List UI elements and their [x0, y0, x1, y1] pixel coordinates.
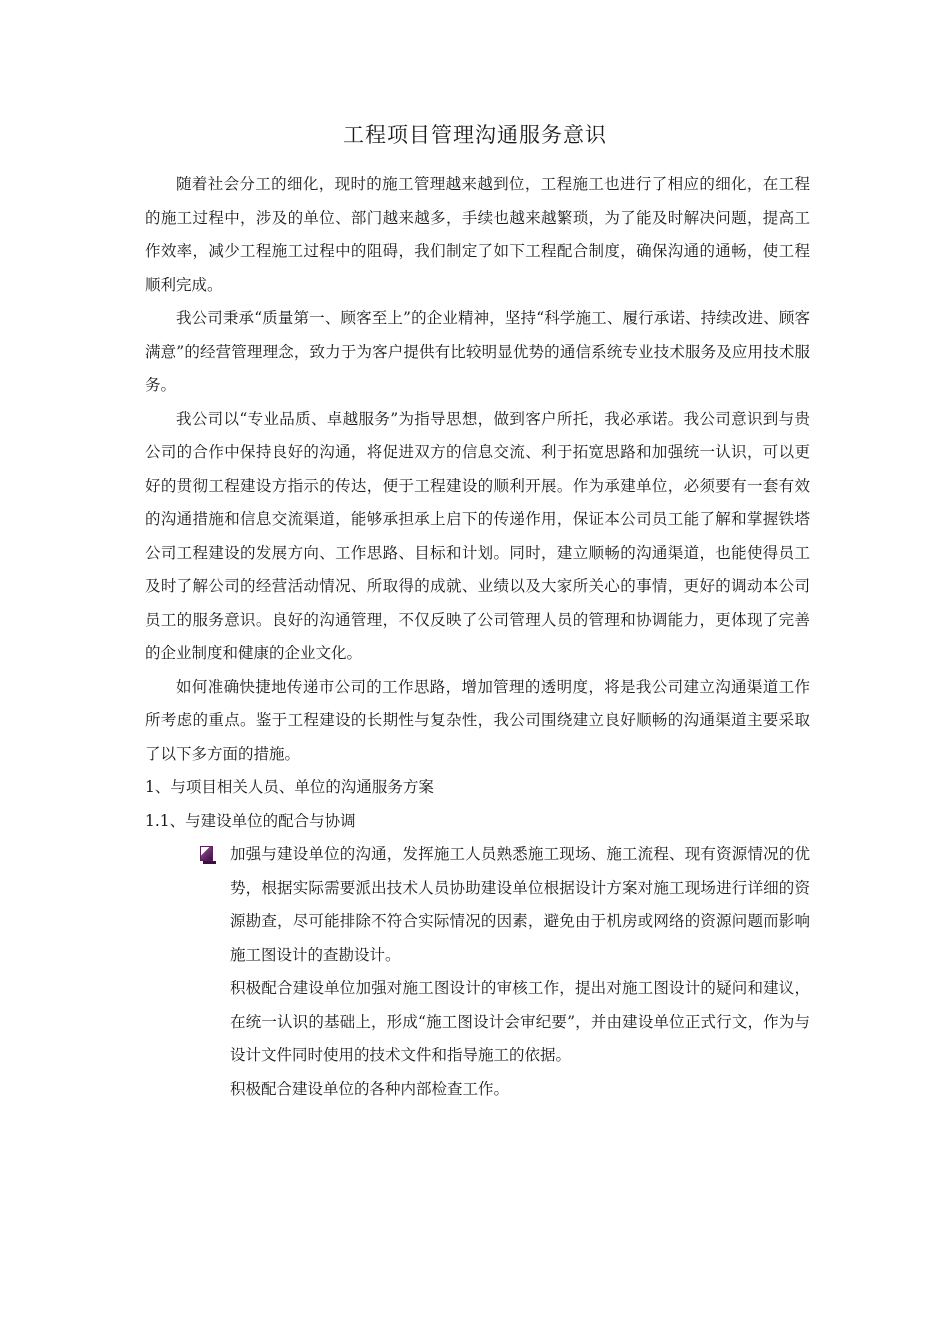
paragraph-intro: 随着社会分工的细化，现时的施工管理越来越到位，工程施工也进行了相应的细化，在工程的施工过程中，涉及的单位、部门越来越多，手续也越来越繁琐，为了能及时解决问题，提高工作效率，减少工程施工过程中的阻碍，我们制定了如下工程配合制度，确保沟通的通畅，使工程顺利完成。: [145, 175, 810, 294]
document-title: 工程项目管理沟通服务意识: [343, 123, 607, 147]
paragraph-measures: 如何准确快捷地传递市公司的工作思路，增加管理的透明度，将是我公司建立沟通渠道工作所考虑的重点。鉴于工程建设的长期性与复杂性，我公司围绕建立良好顺畅的沟通渠道主要采取了以下多方面的措施。: [145, 677, 810, 763]
list-item: 积极配合建设单位的各种内部检查工作。: [230, 1079, 510, 1098]
document-body: [145, 168, 810, 1106]
list-item-text: 加强与建设单位的沟通，发挥施工人员熟悉施工现场、施工流程、现有资源情况的优势，根据实际需要派出技术人员协助建设单位根据设计方案对施工现场进行详细的资源勘查，尽可能排除不符合实际情况的因素，避免由于机房或网络的资源问题而影响施工图设计的查勘设计。: [230, 845, 810, 964]
section-heading-1: 1、与项目相关人员、单位的沟通服务方案: [145, 778, 434, 796]
paragraph-company-spirit: 我公司秉承“质量第一、顾客至上”的企业精神，坚持“科学施工、履行承诺、持续改进、顾客满意”的经营管理理念，致力于为客户提供有比较明显优势的通信系统专业技术服务及应用技术服务。: [145, 309, 810, 394]
square-bullet-icon: [200, 846, 213, 861]
list-item: [230, 838, 810, 972]
paragraph-communication-value: 我公司以“专业品质、卓越服务”为指导思想，做到客户所托，我必承诺。我公司意识到与贵公司的合作中保持良好的沟通，将促进双方的信息交流、利于拓宽思路和加强统一认识，可以更好的贯彻工程建设方指示的传达，便于工程建设的顺利开展。作为承建单位，必须要有一套有效的沟通措施和信息交流渠道，能够承担承上启下的传递作用，保证本公司员工能了解和掌握铁塔公司工程建设的发展方向、工作思路、目标和计划。同时，建立顺畅的沟通渠道，也能使得员工及时了解公司的经营活动情况、所取得的成就、业绩以及大家所关心的事情，更好的调动本公司员工的服务意识。良好的沟通管理，不仅反映了公司管理人员的管理和协调能力，更体现了完善的企业制度和健康的企业文化。: [145, 409, 810, 662]
section-heading-1-1: 1.1、与建设单位的配合与协调: [145, 811, 356, 830]
list-item: 积极配合建设单位加强对施工图设计的审核工作，提出对施工图设计的疑问和建议，在统一认识的基础上，形成“施工图设计会审纪要”，并由建设单位正式行文，作为与设计文件同时使用的技术文件和指导施工的依据。: [230, 979, 810, 1064]
